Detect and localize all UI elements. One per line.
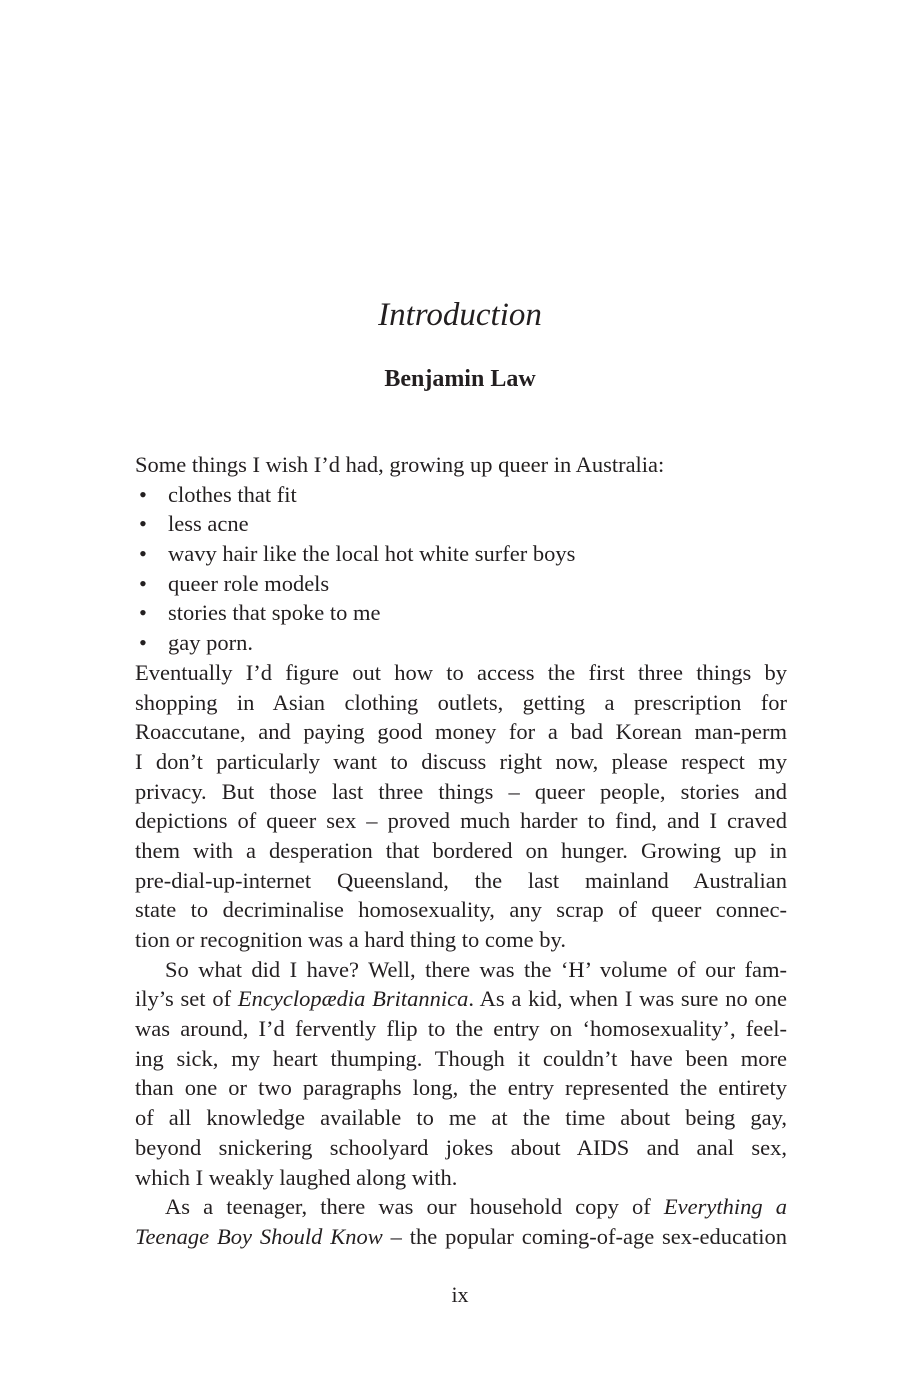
paragraph-line <box>135 1222 787 1252</box>
list-item-text: gay porn. <box>168 630 253 656</box>
list-item <box>135 539 787 569</box>
intro-line: Some things I wish I’d had, growing up queer in Australia: <box>135 452 665 477</box>
paragraph-line: than one or two paragraphs long, the entry represented the entirety <box>135 1075 787 1101</box>
paragraph-line: depictions of queer sex – proved much harder to find, and I craved <box>135 808 787 834</box>
bullet-list <box>135 480 787 658</box>
paragraph-line: So what did I have? Well, there was the ‘H’ volume of our fam- <box>165 956 787 982</box>
paragraph-line: I don’t particularly want to discuss right now, please respect my <box>135 748 787 774</box>
bullet-icon: • <box>139 541 147 567</box>
bullet-icon: • <box>139 481 147 507</box>
list-item-text: clothes that fit <box>168 481 297 507</box>
paragraph-line: ing sick, my heart thumping. Though it couldn’t have been more <box>135 1045 787 1071</box>
paragraph-line: pre-dial-up-internet Queensland, the last mainland Australian <box>135 867 787 893</box>
paragraph-line: shopping in Asian clothing outlets, getting a prescription for <box>135 689 787 715</box>
list-item-text: queer role models <box>168 570 330 596</box>
chapter-author: Benjamin Law <box>384 366 536 392</box>
bullet-icon: • <box>139 570 147 596</box>
text-run: ily’s set of <box>135 986 238 1012</box>
body-text <box>135 450 787 1252</box>
text-run: As a teenager, there was our household copy of <box>165 1194 664 1220</box>
paragraph-line: Eventually I’d figure out how to access the first three things by <box>135 659 787 685</box>
book-title-encyclopaedia: Encyclopædia Britannica <box>237 986 469 1012</box>
bullet-icon: • <box>139 511 147 537</box>
list-item-text: less acne <box>168 511 249 537</box>
book-title-teenage-boy: Teenage Boy Should Know <box>135 1223 383 1249</box>
paragraph-line: of all knowledge available to me at the time about being gay, <box>135 1105 787 1131</box>
list-item <box>135 569 787 599</box>
paragraph-line: was around, I’d fervently flip to the entry on ‘homosexuality’, feel- <box>135 1016 787 1042</box>
book-title-everything: Everything a <box>663 1194 787 1220</box>
paragraph-line: Roaccutane, and paying good money for a bad Korean man-perm <box>135 719 787 745</box>
text-run: . As a kid, when I was sure no one <box>468 986 787 1012</box>
list-item <box>135 598 787 628</box>
bullet-icon: • <box>139 630 147 656</box>
paragraph-3 <box>135 1192 787 1251</box>
paragraph-1 <box>135 658 787 955</box>
list-item <box>135 509 787 539</box>
list-item <box>135 480 787 510</box>
paragraph-line: state to decriminalise homosexuality, any scrap of queer connec- <box>135 897 787 923</box>
paragraph-line <box>135 984 787 1014</box>
bullet-icon: • <box>139 600 147 626</box>
paragraph-line: tion or recognition was a hard thing to come by. <box>135 927 566 952</box>
page-number: ix <box>451 1282 469 1307</box>
paragraph-2 <box>135 955 787 1193</box>
paragraph-line: which I weakly laughed along with. <box>135 1164 458 1190</box>
paragraph-line <box>135 1192 787 1222</box>
paragraph-line: them with a desperation that bordered on hunger. Growing up in <box>135 837 787 863</box>
list-item <box>135 628 787 658</box>
paragraph-line: beyond snickering schoolyard jokes about AIDS and anal sex, <box>135 1134 787 1160</box>
list-item-text: wavy hair like the local hot white surfer boys <box>168 541 576 567</box>
chapter-title: Introduction <box>378 297 542 333</box>
list-item-text: stories that spoke to me <box>168 600 381 626</box>
paragraph-line: privacy. But those last three things – queer people, stories and <box>135 778 787 804</box>
text-run: – the popular coming-of-age sex-education <box>382 1223 788 1249</box>
